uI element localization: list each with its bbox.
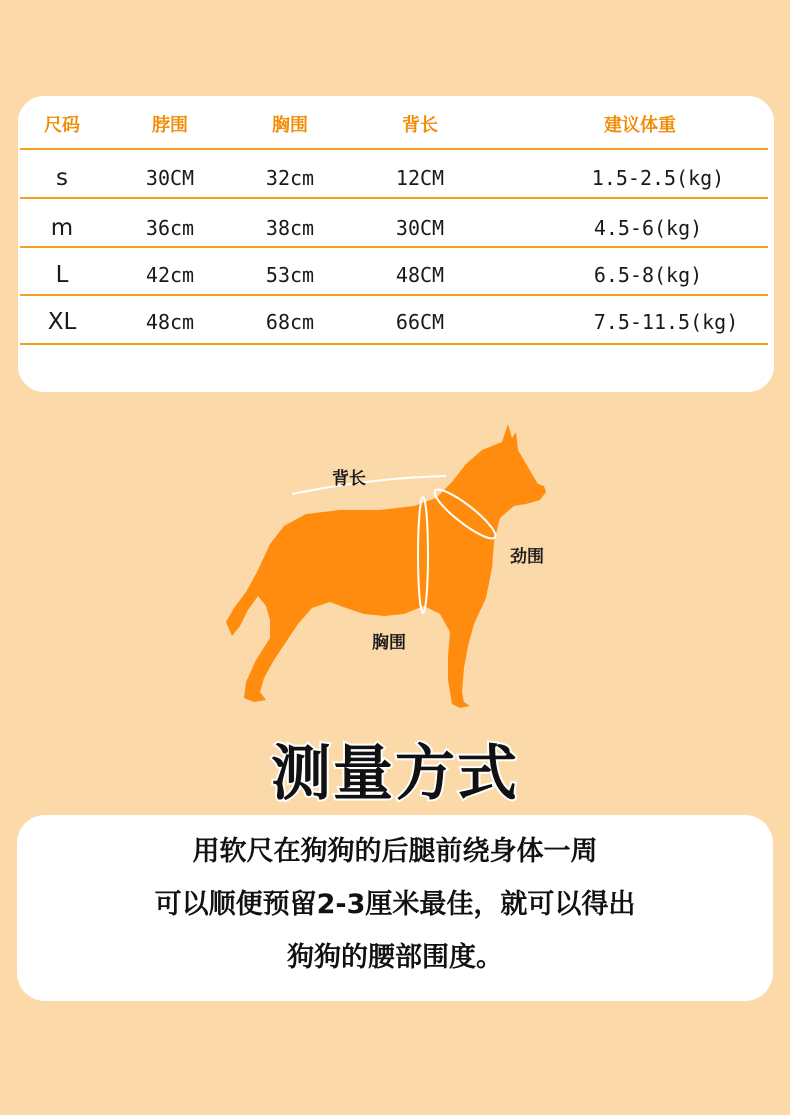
dog-measurement-diagram <box>200 410 590 720</box>
cell-size: L <box>55 262 69 288</box>
cell-weight: 4.5-6(kg) <box>593 216 703 240</box>
cell-neck: 42cm <box>145 263 195 287</box>
cell-weight: 6.5-8(kg) <box>593 263 703 287</box>
header-size: 尺码 <box>44 115 80 136</box>
cell-chest: 38cm <box>265 216 315 240</box>
cell-back-length: 48CM <box>395 263 445 287</box>
table-row <box>20 251 768 299</box>
cell-back-length: 12CM <box>395 166 445 190</box>
header-chest: 胸围 <box>272 115 308 136</box>
description-line: 用软尺在狗狗的后腿前绕身体一周 <box>192 836 598 867</box>
description-card <box>17 815 773 1001</box>
cell-neck: 48cm <box>145 310 195 334</box>
back-length-label: 背长 <box>332 469 366 489</box>
cell-size: m <box>50 215 74 241</box>
header-back-length: 背长 <box>402 115 438 136</box>
header-neck: 脖围 <box>152 115 188 136</box>
cell-size: s <box>56 165 68 191</box>
table-rule <box>20 294 768 296</box>
size-table-card <box>18 96 774 392</box>
page-title: 测量方式 <box>271 739 519 809</box>
table-row <box>20 204 768 252</box>
chest-label: 胸围 <box>372 633 406 653</box>
cell-chest: 68cm <box>265 310 315 334</box>
description-line: 可以顺便预留2-3厘米最佳，就可以得出 <box>154 889 636 920</box>
cell-neck: 36cm <box>145 216 195 240</box>
cell-back-length: 30CM <box>395 216 445 240</box>
table-rule <box>20 197 768 199</box>
cell-size: XL <box>47 309 77 335</box>
neck-label: 劲围 <box>510 547 544 567</box>
header-weight: 建议体重 <box>604 115 676 136</box>
table-header-row <box>20 102 768 146</box>
cell-chest: 53cm <box>265 263 315 287</box>
table-row <box>20 298 768 346</box>
cell-chest: 32cm <box>265 166 315 190</box>
cell-weight: 7.5-11.5(kg) <box>593 310 739 334</box>
cell-neck: 30CM <box>145 166 195 190</box>
table-rule <box>20 246 768 248</box>
description-line: 狗狗的腰部围度。 <box>287 942 503 973</box>
table-rule <box>20 148 768 150</box>
table-rule <box>20 343 768 345</box>
cell-back-length: 66CM <box>395 310 445 334</box>
table-row <box>20 154 768 202</box>
cell-weight: 1.5-2.5(kg) <box>591 166 725 190</box>
